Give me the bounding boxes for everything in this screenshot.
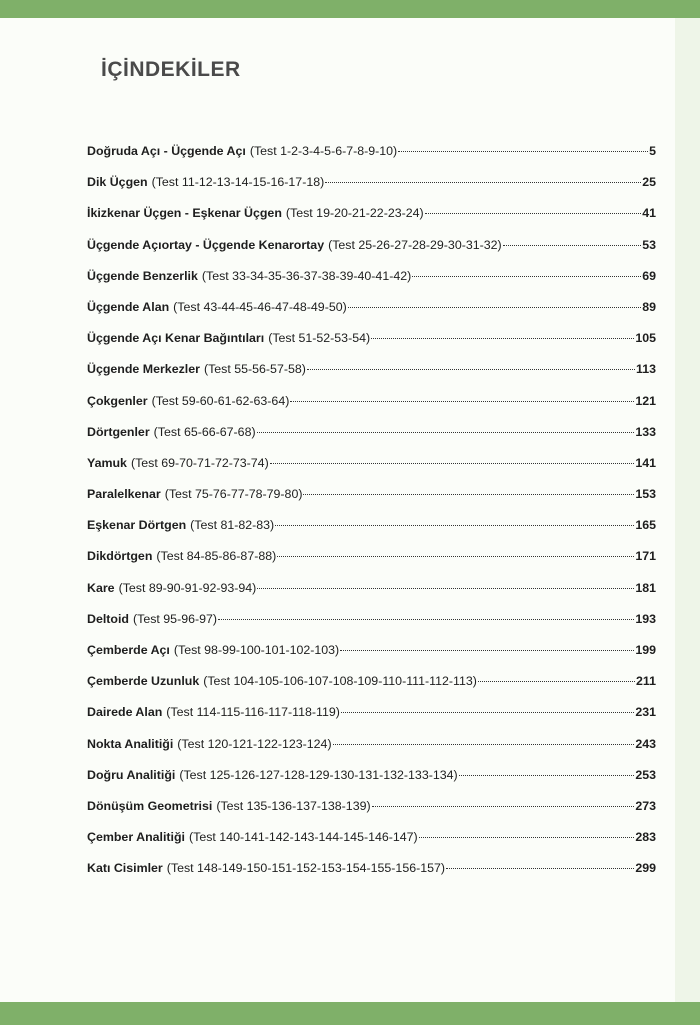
toc-entry-tests: (Test 135-136-137-138-139) bbox=[216, 798, 371, 813]
toc-entry[interactable] bbox=[87, 269, 656, 300]
toc-entry-tests: (Test 75-76-77-78-79-80) bbox=[164, 487, 303, 502]
right-margin-strip bbox=[675, 18, 700, 1002]
toc-entry-tests: (Test 55-56-57-58) bbox=[203, 362, 306, 377]
toc-entry[interactable] bbox=[87, 861, 656, 892]
toc-entry[interactable] bbox=[87, 768, 656, 799]
table-of-contents bbox=[87, 144, 656, 893]
dot-leader bbox=[307, 369, 635, 370]
toc-entry[interactable] bbox=[87, 581, 656, 612]
toc-entry-tests: (Test 25-26-27-28-29-30-31-32) bbox=[328, 237, 502, 252]
toc-entry-title: Üçgende Açıortay - Üçgende Kenarortay bbox=[87, 237, 325, 252]
toc-entry-page: 141 bbox=[635, 455, 656, 470]
dot-leader bbox=[459, 775, 635, 776]
toc-entry-title: Doğruda Açı - Üçgende Açı bbox=[87, 144, 246, 158]
toc-entry[interactable] bbox=[87, 643, 656, 674]
toc-entry-tests: (Test 81-82-83) bbox=[190, 518, 275, 533]
toc-entry-title: Dikdörtgen bbox=[87, 549, 153, 564]
toc-entry[interactable] bbox=[87, 549, 656, 580]
toc-entry-title: Kare bbox=[87, 580, 115, 595]
toc-entry-tests: (Test 95-96-97) bbox=[133, 611, 218, 626]
dot-leader bbox=[333, 744, 635, 745]
dot-leader bbox=[257, 588, 634, 589]
toc-entry-tests: (Test 11-12-13-14-15-16-17-18) bbox=[151, 175, 325, 190]
dot-leader bbox=[372, 806, 635, 807]
toc-entry-page: 53 bbox=[642, 237, 656, 252]
toc-entry-tests: (Test 140-141-142-143-144-145-146-147) bbox=[189, 830, 418, 845]
toc-entry-page: 171 bbox=[635, 549, 656, 564]
toc-entry-page: 121 bbox=[635, 393, 656, 408]
toc-entry[interactable] bbox=[87, 331, 656, 362]
toc-entry-tests: (Test 84-85-86-87-88) bbox=[156, 549, 277, 564]
toc-entry[interactable] bbox=[87, 456, 656, 487]
toc-entry-tests: (Test 104-105-106-107-108-109-110-111-112-113) bbox=[203, 674, 477, 689]
toc-entry-page: 5 bbox=[649, 144, 656, 158]
toc-entry-tests: (Test 120-121-122-123-124) bbox=[177, 736, 332, 751]
dot-leader bbox=[325, 182, 641, 183]
dot-leader bbox=[478, 681, 635, 682]
toc-entry[interactable] bbox=[87, 799, 656, 830]
dot-leader bbox=[446, 868, 634, 869]
dot-leader bbox=[503, 245, 642, 246]
dot-leader bbox=[371, 338, 634, 339]
toc-entry-tests: (Test 1-2-3-4-5-6-7-8-9-10) bbox=[249, 144, 398, 158]
toc-entry-page: 199 bbox=[635, 643, 656, 657]
toc-entry-page: 253 bbox=[635, 767, 656, 782]
page-title: İÇİNDEKİLER bbox=[101, 58, 241, 81]
dot-leader bbox=[218, 619, 634, 620]
toc-entry[interactable] bbox=[87, 737, 656, 768]
toc-entry[interactable] bbox=[87, 830, 656, 861]
toc-entry-page: 105 bbox=[635, 331, 656, 346]
toc-entry-page: 25 bbox=[642, 175, 656, 190]
toc-entry-tests: (Test 69-70-71-72-73-74) bbox=[130, 455, 269, 470]
toc-entry[interactable] bbox=[87, 674, 656, 705]
dot-leader bbox=[398, 151, 648, 152]
toc-entry-title: Eşkenar Dörtgen bbox=[87, 518, 187, 533]
toc-entry-tests: (Test 33-34-35-36-37-38-39-40-41-42) bbox=[201, 268, 412, 283]
toc-entry-tests: (Test 148-149-150-151-152-153-154-155-156-157) bbox=[166, 861, 446, 876]
toc-entry[interactable] bbox=[87, 362, 656, 393]
toc-entry[interactable] bbox=[87, 300, 656, 331]
dot-leader bbox=[257, 432, 635, 433]
toc-entry[interactable] bbox=[87, 612, 656, 643]
toc-entry-title: Dik Üçgen bbox=[87, 175, 148, 190]
top-band bbox=[0, 0, 700, 18]
toc-entry[interactable] bbox=[87, 487, 656, 518]
toc-entry-title: Çemberde Uzunluk bbox=[87, 674, 200, 689]
toc-entry-tests: (Test 65-66-67-68) bbox=[153, 424, 256, 439]
dot-leader bbox=[290, 401, 634, 402]
toc-entry-title: Üçgende Açı Kenar Bağıntıları bbox=[87, 331, 265, 346]
toc-entry-page: 211 bbox=[636, 674, 656, 689]
dot-leader bbox=[340, 650, 634, 651]
toc-entry-page: 153 bbox=[635, 487, 656, 502]
toc-entry-page: 89 bbox=[642, 299, 656, 314]
toc-entry-tests: (Test 125-126-127-128-129-130-131-132-133-134) bbox=[179, 767, 458, 782]
dot-leader bbox=[275, 525, 634, 526]
toc-entry-title: Dönüşüm Geometrisi bbox=[87, 798, 213, 813]
toc-entry-page: 299 bbox=[635, 861, 656, 876]
dot-leader bbox=[419, 837, 635, 838]
toc-entry-page: 283 bbox=[635, 830, 656, 845]
toc-entry[interactable] bbox=[87, 144, 656, 175]
toc-entry-title: Üçgende Merkezler bbox=[87, 362, 200, 377]
toc-entry-title: Üçgende Benzerlik bbox=[87, 268, 198, 283]
toc-entry-page: 41 bbox=[642, 206, 656, 221]
toc-entry[interactable] bbox=[87, 705, 656, 736]
toc-entry-page: 181 bbox=[635, 580, 656, 595]
toc-entry-tests: (Test 43-44-45-46-47-48-49-50) bbox=[173, 299, 347, 314]
toc-entry-title: İkizkenar Üçgen - Eşkenar Üçgen bbox=[87, 206, 282, 221]
toc-entry-title: Deltoid bbox=[87, 611, 129, 626]
toc-entry[interactable] bbox=[87, 175, 656, 206]
toc-entry[interactable] bbox=[87, 425, 656, 456]
toc-entry-title: Paralelkenar bbox=[87, 487, 161, 502]
toc-entry[interactable] bbox=[87, 238, 656, 269]
toc-entry-tests: (Test 51-52-53-54) bbox=[268, 331, 371, 346]
toc-entry-page: 193 bbox=[635, 611, 656, 626]
toc-entry-title: Doğru Analitiği bbox=[87, 767, 176, 782]
toc-entry[interactable] bbox=[87, 206, 656, 237]
toc-entry-page: 273 bbox=[635, 798, 656, 813]
toc-entry-title: Üçgende Alan bbox=[87, 299, 170, 314]
dot-leader bbox=[270, 463, 635, 464]
toc-entry-page: 231 bbox=[635, 705, 656, 720]
dot-leader bbox=[412, 276, 641, 277]
toc-entry-tests: (Test 98-99-100-101-102-103) bbox=[173, 643, 340, 657]
toc-entry-page: 165 bbox=[635, 518, 656, 533]
dot-leader bbox=[341, 712, 634, 713]
dot-leader bbox=[425, 213, 642, 214]
toc-entry-page: 69 bbox=[642, 268, 656, 283]
toc-entry-page: 243 bbox=[635, 736, 656, 751]
toc-entry-page: 133 bbox=[635, 424, 656, 439]
toc-entry-title: Dörtgenler bbox=[87, 424, 150, 439]
toc-entry-title: Dairede Alan bbox=[87, 705, 163, 720]
toc-entry-title: Çember Analitiği bbox=[87, 830, 185, 845]
dot-leader bbox=[303, 494, 634, 495]
toc-entry-tests: (Test 19-20-21-22-23-24) bbox=[285, 206, 424, 221]
toc-entry[interactable] bbox=[87, 394, 656, 425]
toc-entry-title: Yamuk bbox=[87, 455, 127, 470]
toc-entry-title: Çokgenler bbox=[87, 393, 148, 408]
toc-entry-tests: (Test 59-60-61-62-63-64) bbox=[151, 393, 290, 408]
dot-leader bbox=[348, 307, 641, 308]
toc-entry-tests: (Test 89-90-91-92-93-94) bbox=[118, 580, 257, 595]
dot-leader bbox=[277, 556, 634, 557]
toc-entry-title: Katı Cisimler bbox=[87, 861, 163, 876]
bottom-band bbox=[0, 1002, 700, 1025]
toc-entry-title: Nokta Analitiği bbox=[87, 736, 174, 751]
toc-entry-tests: (Test 114-115-116-117-118-119) bbox=[166, 705, 340, 720]
toc-entry-page: 113 bbox=[636, 362, 656, 377]
toc-entry[interactable] bbox=[87, 518, 656, 549]
toc-entry-title: Çemberde Açı bbox=[87, 643, 170, 657]
